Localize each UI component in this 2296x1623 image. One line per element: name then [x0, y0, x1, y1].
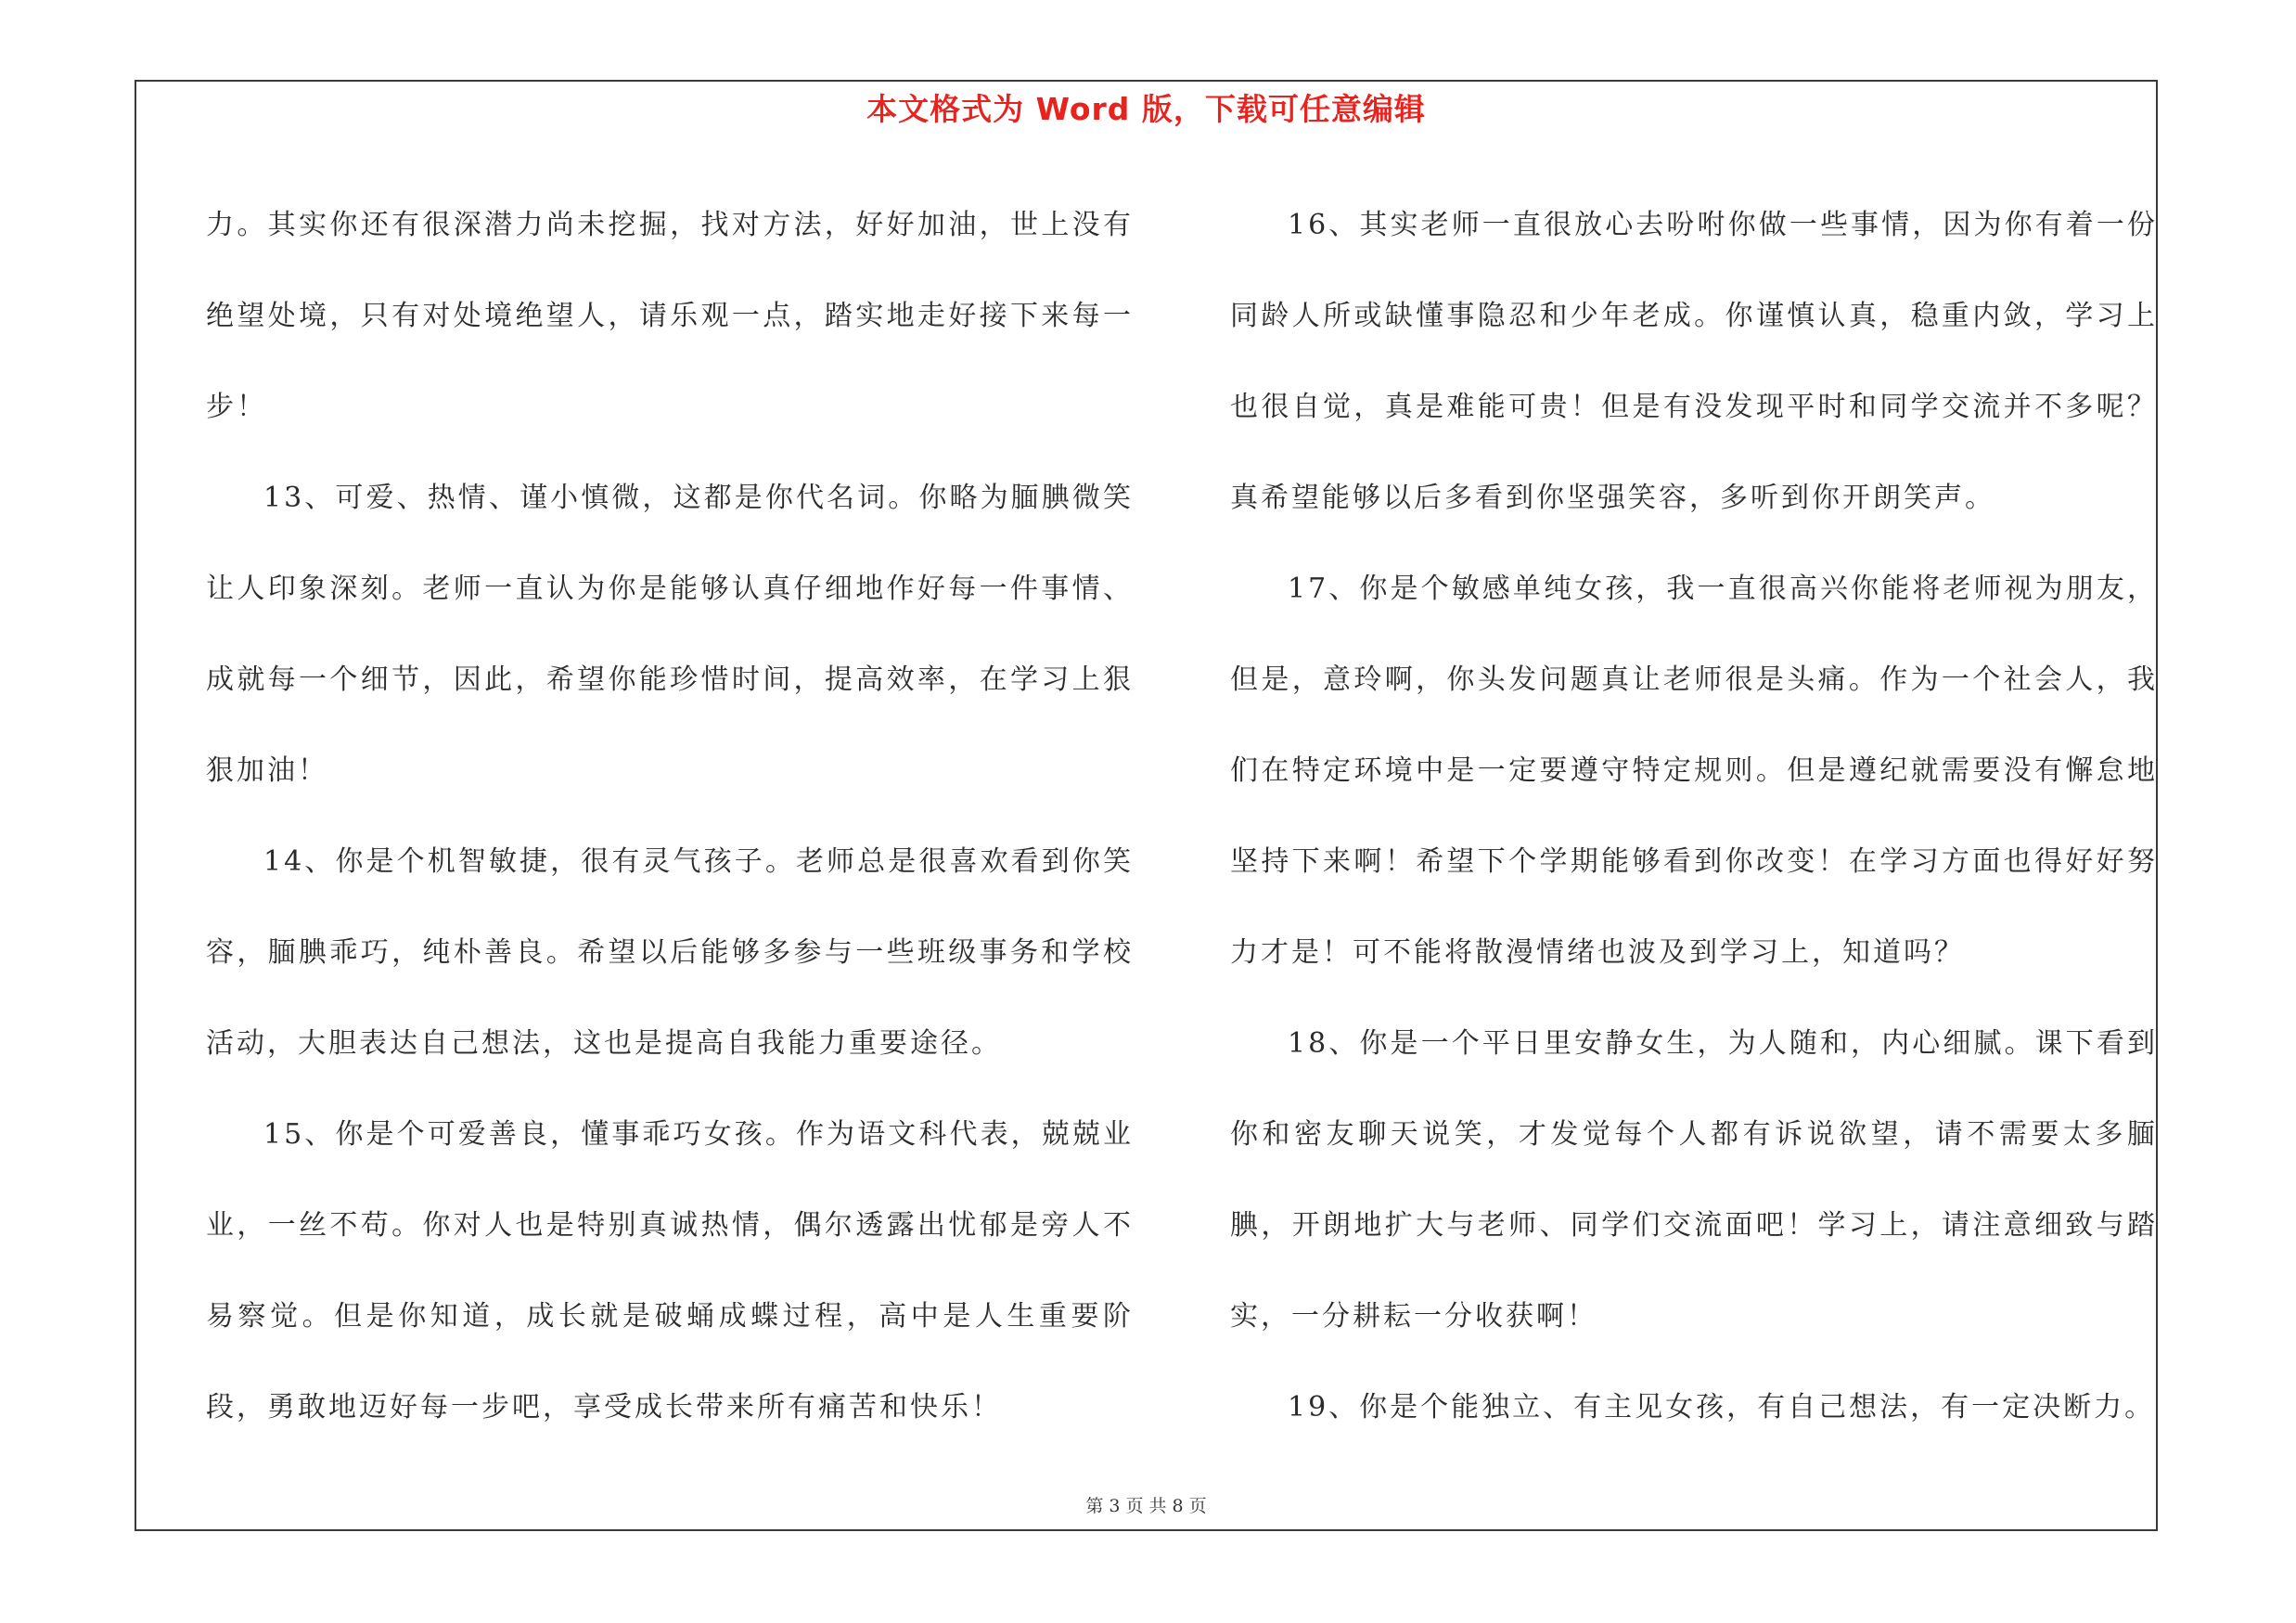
footer-suffix: 页: [1188, 1496, 1207, 1516]
footer-middle: 页 共: [1125, 1496, 1167, 1516]
paragraph-17: 17、你是个敏感单纯女孩，我一直很高兴你能将老师视为朋友，但是，意玲啊，你头发问题真让老师很是头痛。作为一个社会人，我们在特定环境中是一定要遵守特定规则。但是遵纪就需要没有懈怠地坚持下来啊！希望下个学期能够看到你改变！在学习方面也得好好努力才是！可不能将散漫情绪也波及到学习上，知道吗？: [1230, 573, 2158, 969]
header-banner: 本文格式为 Word 版，下载可任意编辑: [866, 91, 1426, 127]
page-footer: [135, 1492, 2158, 1517]
paragraph-15: 15、你是个可爱善良，懂事乖巧女孩。作为语文科代表，兢兢业业，一丝不苟。你对人也是特别真诚热情，偶尔透露出忧郁是旁人不易察觉。但是你知道，成长就是破蛹成蝶过程，高中是人生重要阶段，勇敢地迈好每一步吧，享受成长带来所有痛苦和快乐！: [206, 1118, 1134, 1423]
paragraph-continued: 力。其实你还有很深潜力尚未挖掘，找对方法，好好加油，世上没有绝望处境，只有对处境绝望人，请乐观一点，踏实地走好接下来每一步！: [206, 209, 1134, 423]
paragraph-18: 18、你是一个平日里安静女生，为人随和，内心细腻。课下看到你和密友聊天说笑，才发觉每个人都有诉说欲望，请不需要太多腼腆，开朗地扩大与老师、同学们交流面吧！学习上，请注意细致与踏实，一分耕耘一分收获啊！: [1230, 1027, 2158, 1333]
paragraph-13: 13、可爱、热情、谨小慎微，这都是你代名词。你略为腼腆微笑让人印象深刻。老师一直认为你是能够认真仔细地作好每一件事情、成就每一个细节，因此，希望你能珍惜时间，提高效率，在学习上狠狠加油！: [206, 482, 1134, 787]
footer-page-number: 3: [1109, 1496, 1121, 1516]
right-column: [1230, 180, 2158, 1453]
paragraph-19: 19、你是个能独立、有主见女孩，有自己想法，有一定决断力。: [1288, 1391, 2156, 1423]
paragraph-14: 14、你是个机智敏捷，很有灵气孩子。老师总是很喜欢看到你笑容，腼腆乖巧，纯朴善良。希望以后能够多参与一些班级事务和学校活动，大胆表达自己想法，这也是提高自我能力重要途径。: [206, 845, 1134, 1060]
left-column: [206, 180, 1134, 1453]
footer-total-pages: 8: [1172, 1496, 1184, 1516]
footer-prefix: 第: [1085, 1496, 1104, 1516]
paragraph-16: 16、其实老师一直很放心去吩咐你做一些事情，因为你有着一份同龄人所或缺懂事隐忍和少年老成。你谨慎认真，稳重内敛，学习上也很自觉，真是难能可贵！但是有没发现平时和同学交流并不多呢？真希望能够以后多看到你坚强笑容，多听到你开朗笑声。: [1230, 209, 2158, 514]
